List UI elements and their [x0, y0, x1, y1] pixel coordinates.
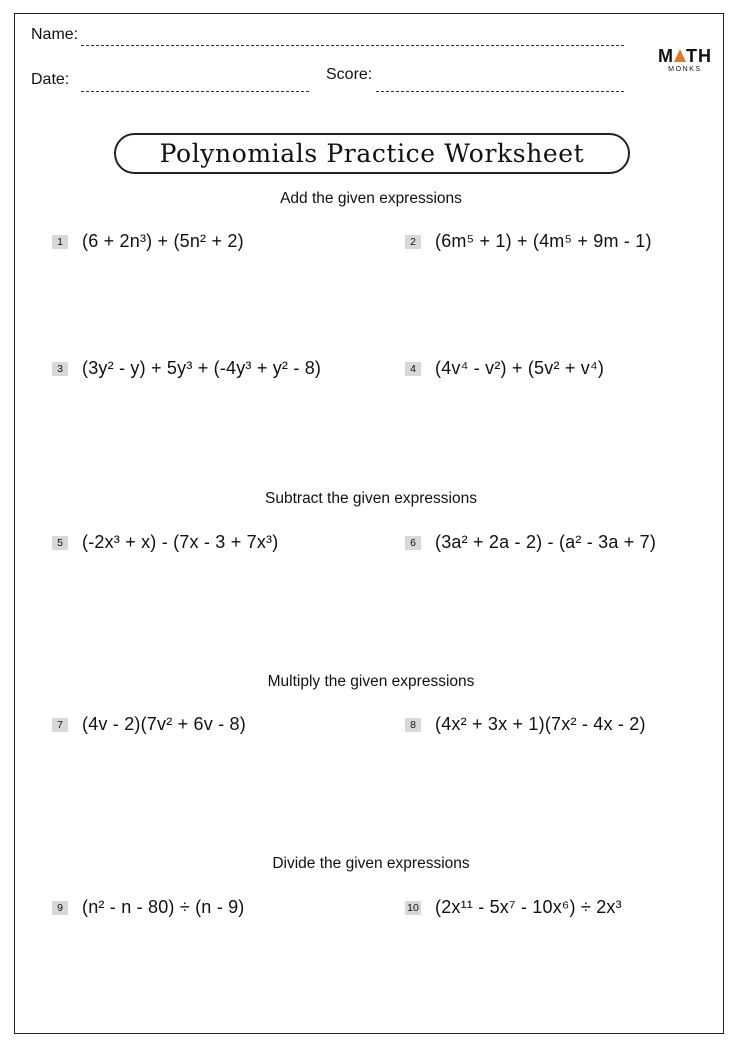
- question-number: 6: [405, 536, 421, 550]
- question-expression: (4v⁴ - v²) + (5v² + v⁴): [435, 358, 605, 378]
- logo-text-right: TH: [686, 46, 712, 66]
- question-number: 4: [405, 362, 421, 376]
- logo-subtitle: MONKS: [668, 66, 702, 73]
- section-heading-multiply: Multiply the given expressions: [267, 673, 475, 690]
- score-label: Score:: [326, 66, 373, 83]
- question-number: 10: [405, 901, 421, 915]
- question-6: [405, 532, 656, 553]
- question-9: [52, 897, 245, 918]
- math-monks-logo: [655, 47, 715, 74]
- question-7: [52, 714, 246, 735]
- question-2: [405, 231, 652, 252]
- question-expression: (n² - n - 80) ÷ (n - 9): [82, 897, 245, 917]
- question-1: [52, 231, 244, 252]
- question-5: [52, 532, 278, 553]
- worksheet-title-text: Polynomials Practice Worksheet: [159, 139, 585, 168]
- name-field-line: [81, 45, 624, 46]
- question-number: 7: [52, 718, 68, 732]
- question-expression: (2x¹¹ - 5x⁷ - 10x⁶) ÷ 2x³: [435, 897, 622, 917]
- logo-triangle-icon: [674, 49, 686, 62]
- score-field-line: [376, 91, 624, 92]
- question-number: 1: [52, 235, 68, 249]
- date-field-line: [81, 91, 309, 92]
- question-number: 8: [405, 718, 421, 732]
- section-heading-add: Add the given expressions: [280, 190, 462, 207]
- question-4: [405, 358, 604, 379]
- logo-text-left: M: [658, 46, 674, 66]
- question-number: 2: [405, 235, 421, 249]
- question-expression: (4v - 2)(7v² + 6v - 8): [82, 714, 246, 734]
- question-expression: (4x² + 3x + 1)(7x² - 4x - 2): [435, 714, 646, 734]
- question-3: [52, 358, 321, 379]
- section-heading-divide: Divide the given expressions: [272, 855, 470, 872]
- question-10: [405, 897, 622, 918]
- question-expression: (3y² - y) + 5y³ + (-4y³ + y² - 8): [82, 358, 322, 378]
- question-expression: (3a² + 2a - 2) - (a² - 3a + 7): [435, 532, 657, 552]
- date-label: Date:: [31, 71, 70, 88]
- question-number: 3: [52, 362, 68, 376]
- worksheet-title: [114, 133, 630, 174]
- name-label: Name:: [31, 26, 79, 43]
- question-number: 9: [52, 901, 68, 915]
- question-expression: (-2x³ + x) - (7x - 3 + 7x³): [82, 532, 279, 552]
- question-expression: (6m⁵ + 1) + (4m⁵ + 9m - 1): [435, 231, 652, 251]
- question-number: 5: [52, 536, 68, 550]
- question-8: [405, 714, 646, 735]
- question-expression: (6 + 2n³) + (5n² + 2): [82, 231, 244, 251]
- section-heading-subtract: Subtract the given expressions: [265, 490, 477, 507]
